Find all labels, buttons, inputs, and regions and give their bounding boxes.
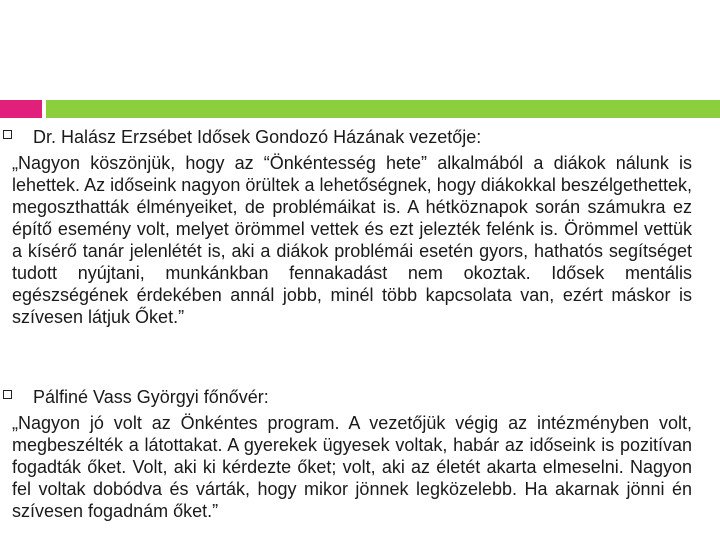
accent-bar-pink	[0, 100, 42, 118]
section-quote-2: „Nagyon jó volt az Önkéntes program. A vezetőjük végig az intézményben volt, megbeszélték a látottakat. A gyerekek ügyesek voltak, habár az időseink is pozitívan fogadták őket. Volt, aki ki kérdezte őket; volt, aki az életét akarta elmeselni. Nagyon fel voltak dobódva és várták, hogy mikor jönnek legközelebb. Ha akarnak jönni én szívesen fogadnám őket.”	[12, 413, 692, 521]
section-quote-1: „Nagyon köszönjük, hogy az “Önkéntesség hete” alkalmából a diákok nálunk is lehettek. Az időseink nagyon örültek a lehetőségnek, hogy diákokkal beszélgethettek, megoszthatták élményeiket, de problémáikat is. A hétköznapok során számukra ez építő esemény volt, melyet örömmel vettek és ezt jelezték felénk is. Örömmel vettük a kísérő tanár jelenlétét is, aki a diákok problémái esetén gyors, hathatós segítséget tudott nyújtani, munkánkban fennakadást nem okoztak. Idősek mentális egészségének érdekében annál jobb, minél több kapcsolata van, ezért máskor is szívesen látjuk Őket.”	[12, 153, 692, 327]
bullet-square-icon	[3, 390, 12, 399]
section-heading-1: Dr. Halász Erzsébet Idősek Gondozó Házának vezetője:	[33, 127, 482, 147]
bullet-square-icon	[3, 130, 12, 139]
section-heading-2: Pálfiné Vass Györgyi főnővér:	[33, 387, 269, 407]
accent-bar-green	[46, 100, 720, 118]
